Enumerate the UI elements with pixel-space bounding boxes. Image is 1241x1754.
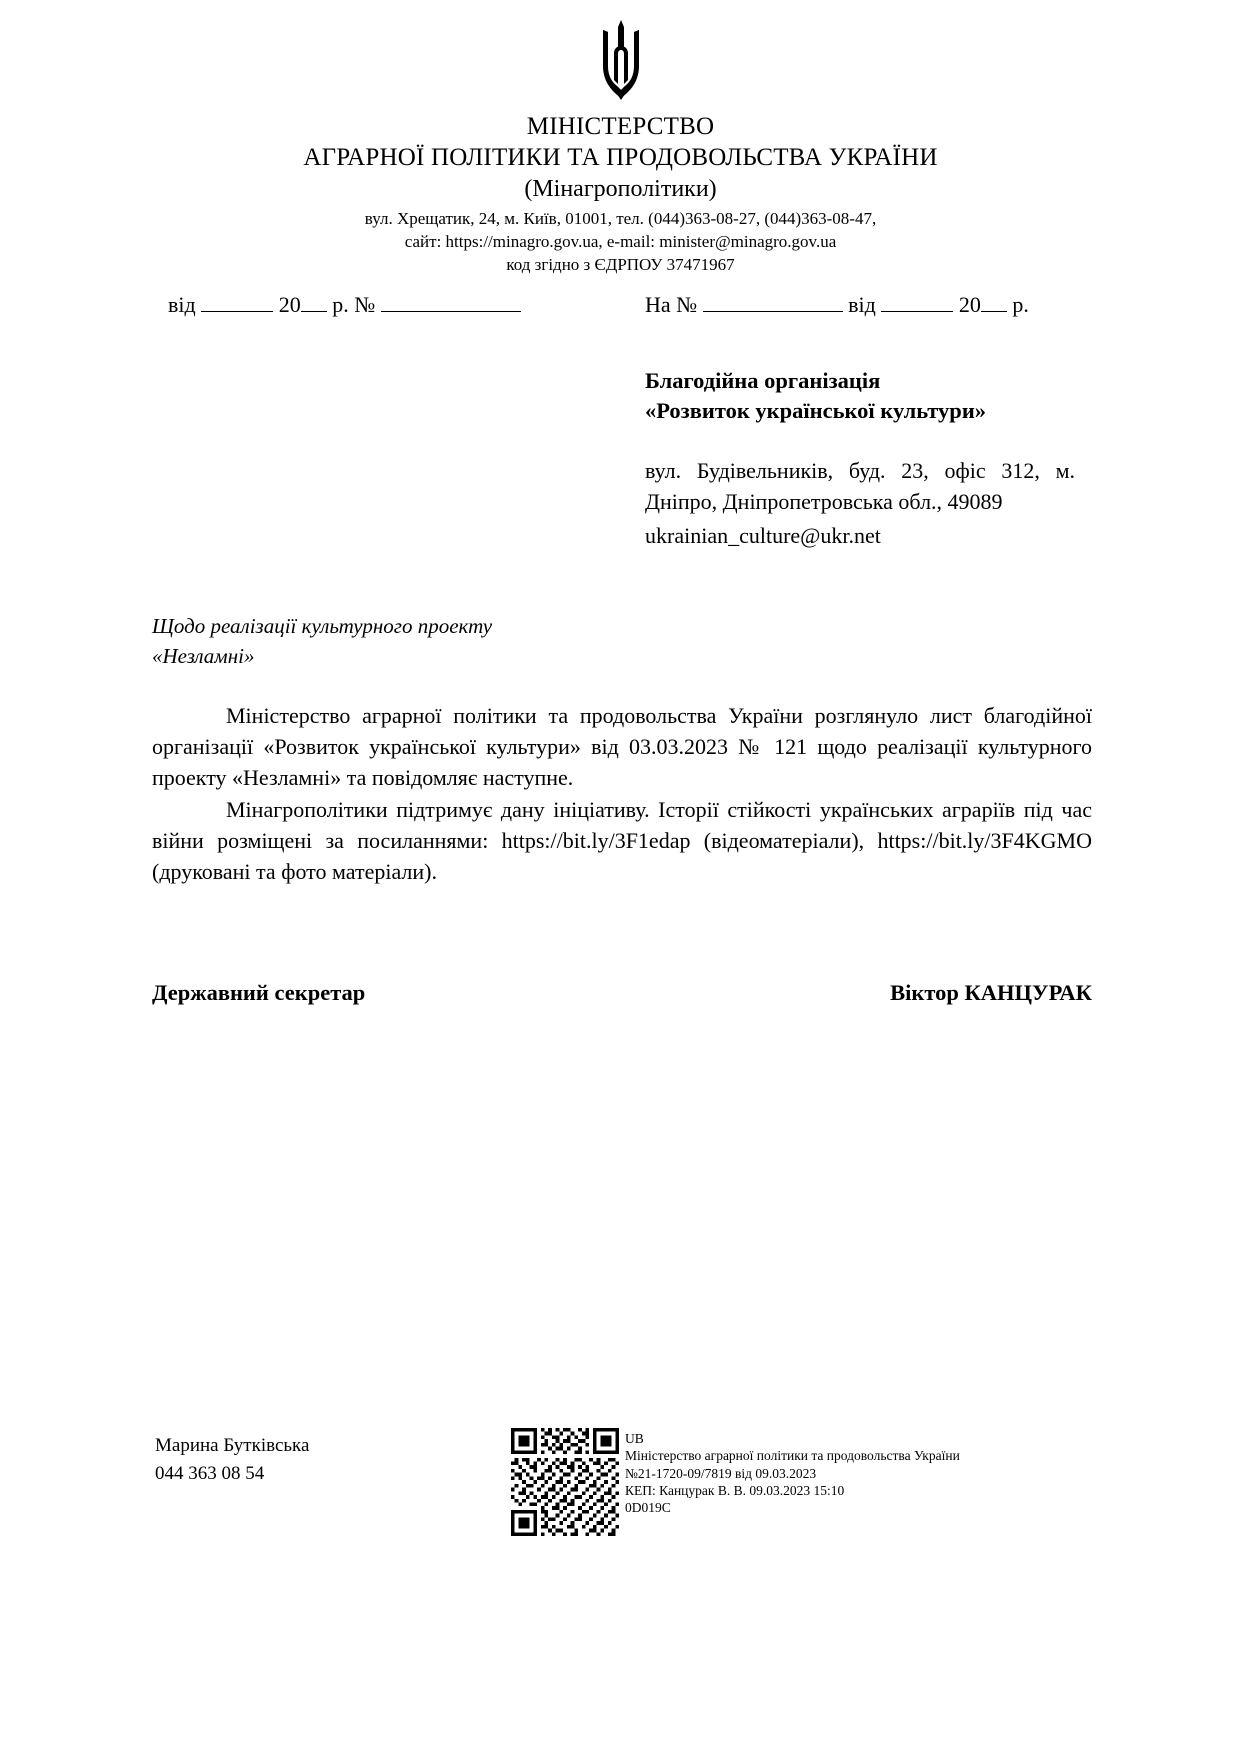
executor-name: Марина Бутківська xyxy=(155,1435,310,1456)
signatory-position: Державний секретар xyxy=(152,980,366,1005)
reply-year-blank[interactable] xyxy=(981,311,1007,312)
subject-line: Щодо реалізації культурного проекту «Незламні» xyxy=(152,614,493,668)
addressee-block xyxy=(645,366,1075,551)
stamp-line-3: №21-1720-09/7819 від 09.03.2023 xyxy=(625,1465,817,1481)
reply-from-label: від xyxy=(848,292,876,317)
ministry-address: вул. Хрещатик, 24, м. Київ, 01001, тел. (044)363-08-27, (044)363-08-47, xyxy=(364,209,877,229)
outgoing-reference xyxy=(168,292,521,318)
signature-block xyxy=(152,980,1092,1006)
stamp-meta xyxy=(625,1430,960,1516)
reply-label: На № xyxy=(645,292,698,317)
stamp-line-4: КЕП: Канцурак В. В. 09.03.2023 15:10 xyxy=(625,1482,845,1498)
executor-phone: 044 363 08 54 xyxy=(155,1462,265,1484)
addressee-address: вул. Будівельників, буд. 23, офіс 312, м. Дніпро, Дніпропетровська обл., 49089 xyxy=(645,457,1075,514)
ukraine-trident-emblem-container xyxy=(0,18,1241,113)
executor-block xyxy=(155,1432,309,1487)
outgoing-year-blank[interactable] xyxy=(301,311,327,312)
letter-body xyxy=(152,700,1092,887)
ukraine-trident-emblem xyxy=(597,18,645,108)
outgoing-number-blank[interactable] xyxy=(381,311,521,312)
addressee-org-line-2: «Розвиток української культури» xyxy=(645,398,987,424)
stamp-line-2: Міністерство аграрної політики та продовольства України xyxy=(625,1448,960,1464)
stamp-line-5: 0D019C xyxy=(625,1500,671,1516)
outgoing-number-label: р. № xyxy=(332,292,376,317)
digital-signature-stamp xyxy=(511,1428,1071,1538)
stamp-line-1: UB xyxy=(625,1431,644,1446)
reply-year-label: 20 xyxy=(958,292,981,317)
addressee-org-line-1: Благодійна організація xyxy=(645,368,881,393)
signatory-name: Віктор КАНЦУРАК xyxy=(890,980,1092,1005)
incoming-reference xyxy=(645,292,1029,318)
qr-code xyxy=(511,1428,619,1536)
reply-date-blank[interactable] xyxy=(881,311,953,312)
body-paragraph-1: Міністерство аграрної політики та продовольства України розглянуло лист благодійної організації «Розвиток української культури» від 03.03.2023 № 121 щодо реалізації культурного проекту «Незламні» та повідомляє наступне. xyxy=(152,703,1092,791)
reply-number-blank[interactable] xyxy=(703,311,843,312)
reply-year-suffix: р. xyxy=(1012,292,1029,317)
ministry-line-1: МІНІСТЕРСТВО xyxy=(526,113,715,140)
ministry-line-2: АГРАРНОЇ ПОЛІТИКИ ТА ПРОДОВОЛЬСТВА УКРАЇНИ xyxy=(303,143,938,171)
body-paragraph-2: Мінагрополітики підтримує дану ініціативу. Історії стійкості українських аграріїв під час війни розміщені за посиланнями: https://bit.ly/3F1edap (відеоматеріали), https://bit.ly/3F4KGMO (друковані та фото матеріали). xyxy=(152,796,1092,885)
ministry-web: сайт: https://minagro.gov.ua, e-mail: minister@minagro.gov.ua xyxy=(404,232,837,252)
ministry-edrpou: код згідно з ЄДРПОУ 37471967 xyxy=(506,255,735,275)
addressee-email: ukrainian_culture@ukr.net xyxy=(645,523,881,549)
outgoing-year-label: 20 xyxy=(278,292,301,317)
letterhead xyxy=(0,112,1241,277)
outgoing-date-blank[interactable] xyxy=(201,311,273,312)
ministry-short-name: (Мінагрополітики) xyxy=(524,176,717,202)
outgoing-from-label: від xyxy=(168,292,196,317)
